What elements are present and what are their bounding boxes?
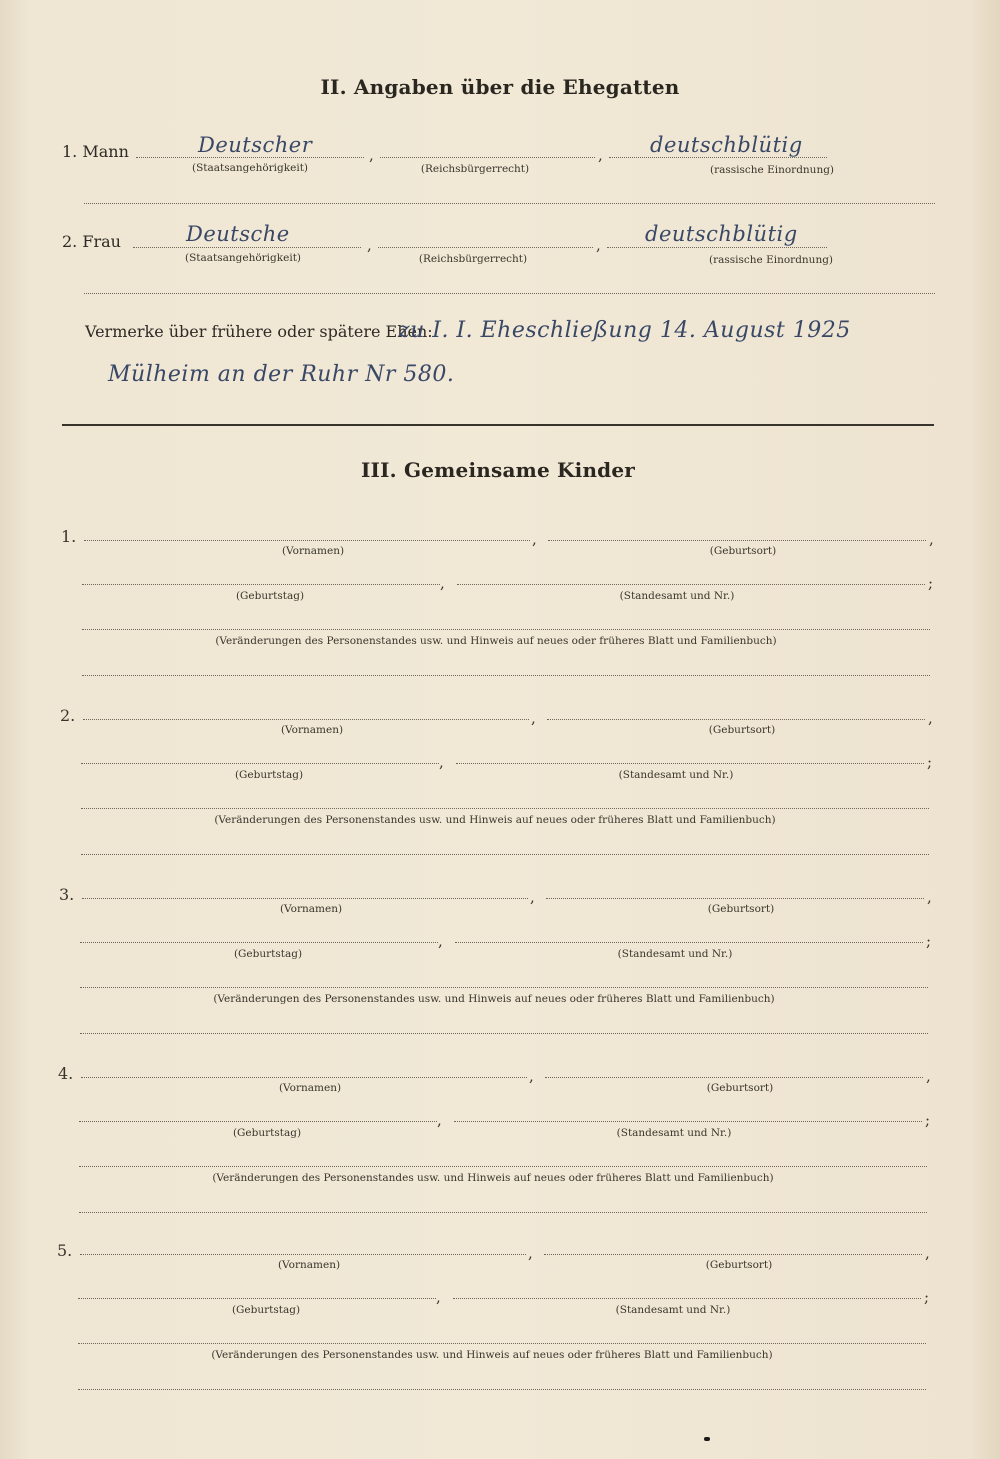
child-birthplace-line[interactable] [547, 719, 925, 720]
child-registry-line[interactable] [456, 763, 924, 764]
marriage-remarks-line1: zu I. I. Eheschließung 14. August 1925 [398, 318, 851, 343]
comma: , [367, 236, 372, 254]
child-registry-line[interactable] [454, 1121, 922, 1122]
child-birthplace-line[interactable] [546, 898, 924, 899]
section-title-spouses: II. Angaben über die Ehegatten [320, 75, 680, 99]
woman-citizenship-caption: (Reichsbürgerrecht) [418, 253, 528, 265]
child-birthplace-line[interactable] [548, 540, 926, 541]
comma: , [440, 574, 445, 592]
child-changes-extra-line[interactable] [81, 854, 929, 855]
child-number: 2. [60, 706, 76, 725]
comma: , [369, 146, 374, 164]
child-registry-line[interactable] [457, 584, 925, 585]
child-first-names-line[interactable] [81, 1077, 527, 1078]
child-first-names-line[interactable] [82, 898, 528, 899]
comma: , [436, 1288, 441, 1306]
child-birthplace-line[interactable] [545, 1077, 923, 1078]
child-number: 1. [61, 527, 77, 546]
comma: , [531, 709, 536, 727]
man-nationality-line[interactable] [136, 157, 364, 158]
woman-nationality-line[interactable] [133, 247, 361, 248]
child-birthday-line[interactable] [78, 1298, 436, 1299]
comma: , [928, 709, 933, 727]
comma: , [927, 888, 932, 906]
child-changes-line[interactable] [81, 808, 929, 809]
child-number: 4. [58, 1064, 74, 1083]
child-changes-line[interactable] [78, 1343, 926, 1344]
child-first-names-caption: (Vornamen) [279, 903, 343, 915]
section-title-children: III. Gemeinsame Kinder [360, 458, 636, 482]
marriage-remarks-label: Vermerke über frühere oder spätere Ehen: [85, 322, 433, 341]
semicolon: ; [924, 1288, 930, 1306]
child-birthplace-caption: (Geburtsort) [707, 903, 775, 915]
child-changes-caption: (Veränderungen des Personenstandes usw. und Hinweis auf neues oder früheres Blatt und Familienbuch) [214, 814, 776, 826]
ink-speck [704, 1437, 710, 1441]
child-birthday-caption: (Geburtstag) [232, 1127, 302, 1139]
child-number: 5. [57, 1241, 73, 1260]
woman-race-line[interactable] [607, 247, 827, 248]
comma: , [529, 1067, 534, 1085]
semicolon: ; [925, 1111, 931, 1129]
comma: , [598, 146, 603, 164]
comma: , [929, 530, 934, 548]
comma: , [530, 888, 535, 906]
child-birthday-line[interactable] [81, 763, 439, 764]
man-race-value: deutschblütig [650, 133, 803, 157]
child-birthday-caption: (Geburtstag) [234, 769, 304, 781]
child-birthday-line[interactable] [80, 942, 438, 943]
comma: , [926, 1067, 931, 1085]
man-citizenship-line[interactable] [380, 157, 595, 158]
woman-label: 2. Frau [62, 232, 121, 251]
man-race-caption: (rassische Einordnung) [709, 164, 835, 176]
child-birthday-caption: (Geburtstag) [233, 948, 303, 960]
child-birthplace-caption: (Geburtsort) [709, 545, 777, 557]
semicolon: ; [927, 753, 933, 771]
child-first-names-caption: (Vornamen) [280, 724, 344, 736]
child-registry-caption: (Standesamt und Nr.) [616, 1127, 732, 1139]
child-birthplace-line[interactable] [544, 1254, 922, 1255]
comma: , [532, 530, 537, 548]
child-number: 3. [59, 885, 75, 904]
child-registry-caption: (Standesamt und Nr.) [618, 769, 734, 781]
child-first-names-caption: (Vornamen) [281, 545, 345, 557]
comma: , [596, 236, 601, 254]
semicolon: ; [928, 574, 934, 592]
section-divider [62, 424, 934, 426]
comma: , [528, 1244, 533, 1262]
child-changes-extra-line[interactable] [82, 675, 930, 676]
man-label: 1. Mann [62, 142, 129, 161]
child-changes-line[interactable] [80, 987, 928, 988]
child-first-names-caption: (Vornamen) [277, 1259, 341, 1271]
marriage-remarks-line2: Mülheim an der Ruhr Nr 580. [108, 362, 455, 387]
child-first-names-line[interactable] [83, 719, 529, 720]
woman-nationality-caption: (Staatsangehörigkeit) [184, 252, 302, 264]
child-first-names-line[interactable] [80, 1254, 526, 1255]
semicolon: ; [926, 932, 932, 950]
comma: , [925, 1244, 930, 1262]
child-birthday-line[interactable] [79, 1121, 437, 1122]
child-birthplace-caption: (Geburtsort) [706, 1082, 774, 1094]
child-registry-line[interactable] [453, 1298, 921, 1299]
child-birthplace-caption: (Geburtsort) [708, 724, 776, 736]
man-extra-line[interactable] [84, 203, 935, 204]
woman-nationality-value: Deutsche [186, 222, 290, 246]
child-registry-caption: (Standesamt und Nr.) [619, 590, 735, 602]
child-registry-line[interactable] [455, 942, 923, 943]
child-changes-line[interactable] [79, 1166, 927, 1167]
comma: , [438, 932, 443, 950]
child-changes-extra-line[interactable] [79, 1212, 927, 1213]
child-changes-extra-line[interactable] [80, 1033, 928, 1034]
woman-citizenship-line[interactable] [378, 247, 593, 248]
child-changes-caption: (Veränderungen des Personenstandes usw. und Hinweis auf neues oder früheres Blatt und Familienbuch) [215, 635, 777, 647]
child-registry-caption: (Standesamt und Nr.) [617, 948, 733, 960]
man-race-line[interactable] [609, 157, 827, 158]
child-birthday-caption: (Geburtstag) [231, 1304, 301, 1316]
child-first-names-line[interactable] [84, 540, 530, 541]
child-changes-caption: (Veränderungen des Personenstandes usw. und Hinweis auf neues oder früheres Blatt und Familienbuch) [211, 1349, 773, 1361]
man-citizenship-caption: (Reichsbürgerrecht) [420, 163, 530, 175]
woman-race-caption: (rassische Einordnung) [708, 254, 834, 266]
child-birthday-caption: (Geburtstag) [235, 590, 305, 602]
child-changes-line[interactable] [82, 629, 930, 630]
comma: , [437, 1111, 442, 1129]
child-changes-extra-line[interactable] [78, 1389, 926, 1390]
child-changes-caption: (Veränderungen des Personenstandes usw. und Hinweis auf neues oder früheres Blatt und Familienbuch) [213, 993, 775, 1005]
man-nationality-value: Deutscher [198, 133, 313, 157]
child-first-names-caption: (Vornamen) [278, 1082, 342, 1094]
comma: , [439, 753, 444, 771]
man-nationality-caption: (Staatsangehörigkeit) [191, 162, 309, 174]
woman-race-value: deutschblütig [645, 222, 798, 246]
child-registry-caption: (Standesamt und Nr.) [615, 1304, 731, 1316]
child-birthplace-caption: (Geburtsort) [705, 1259, 773, 1271]
child-birthday-line[interactable] [82, 584, 440, 585]
child-changes-caption: (Veränderungen des Personenstandes usw. und Hinweis auf neues oder früheres Blatt und Familienbuch) [212, 1172, 774, 1184]
woman-extra-line[interactable] [84, 293, 935, 294]
